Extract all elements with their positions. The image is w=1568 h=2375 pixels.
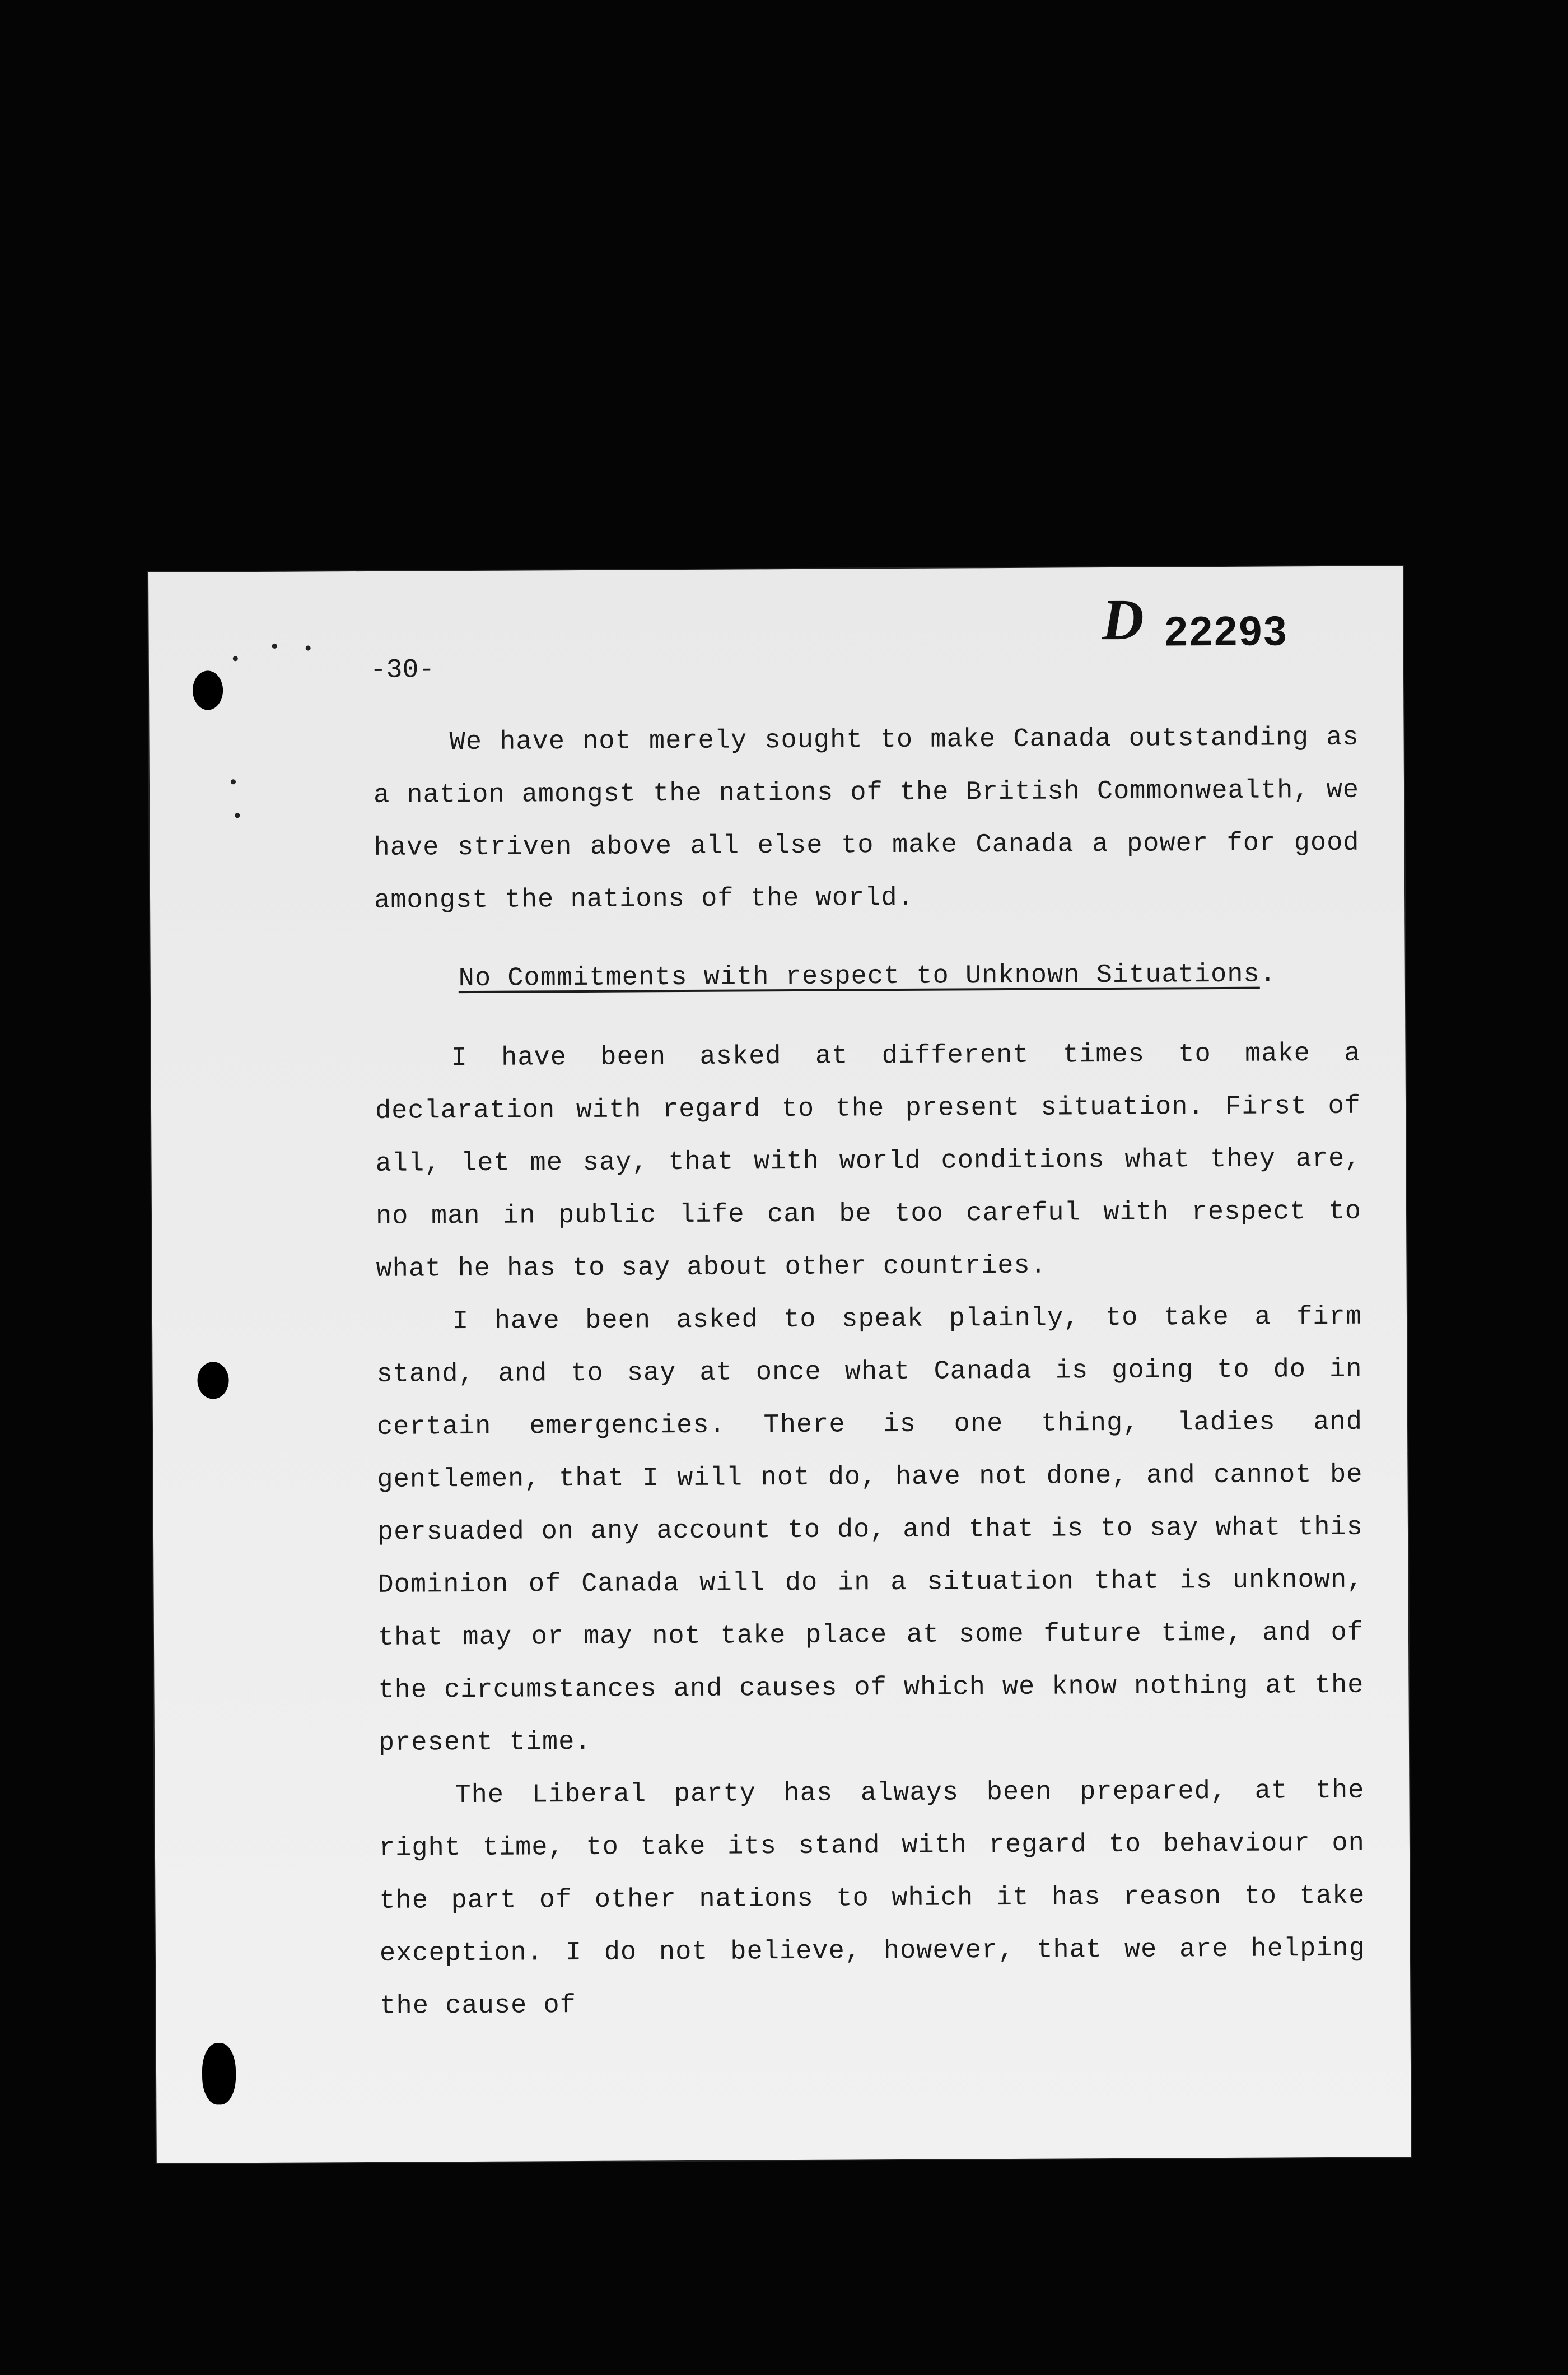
archive-identifier xyxy=(1102,587,1289,660)
page-number: -30- xyxy=(370,655,435,686)
paragraph: I have been asked to speak plainly, to take a firm stand, and to say at once what Canada is going to do in certain emergencies. There is one thing, ladies and gentlemen, that I will not do, have not done, and cannot be persuaded on any account to do, and that is to say what this Dominion of Canada will do in a situation that is unknown, that may or may not take place at some future time, and of the circumstances and causes of which we know nothing at the present time. xyxy=(376,1302,1364,1758)
paragraph: I have been asked at different times to make a declaration with regard to the present situation. First of all, let me say, that with world conditions what they are, no man in public life can be too careful with respect to what he has to say about other countries. xyxy=(375,1039,1362,1284)
section-heading-period: . xyxy=(1259,960,1277,990)
document-page xyxy=(148,566,1411,2163)
section-heading-text: No Commitments with respect to Unknown Situations xyxy=(458,960,1260,994)
punch-hole-top xyxy=(193,670,223,710)
paragraph: We have not merely sought to make Canada outstanding as a nation amongst the nations of the British Commonwealth, we have striven above all else to make Canada a power for good amongst the nations of the world. xyxy=(373,723,1360,916)
speck xyxy=(231,779,236,784)
paragraph: The Liberal party has always been prepared, at the right time, to take its stand with regard to behaviour on the part of other nations to which it has reason to take exception. I do not believe, however, that we are helping the cause of xyxy=(379,1776,1366,2022)
archive-number: 22293 xyxy=(1164,607,1289,655)
speck xyxy=(272,644,277,649)
speck xyxy=(306,645,311,650)
archive-prefix: D xyxy=(1102,587,1146,653)
body-text xyxy=(373,712,1365,2033)
punch-hole-middle xyxy=(197,1362,228,1399)
punch-hole-bottom xyxy=(202,2043,236,2104)
speck xyxy=(233,656,238,661)
section-heading xyxy=(375,948,1360,1006)
speck xyxy=(235,813,240,818)
